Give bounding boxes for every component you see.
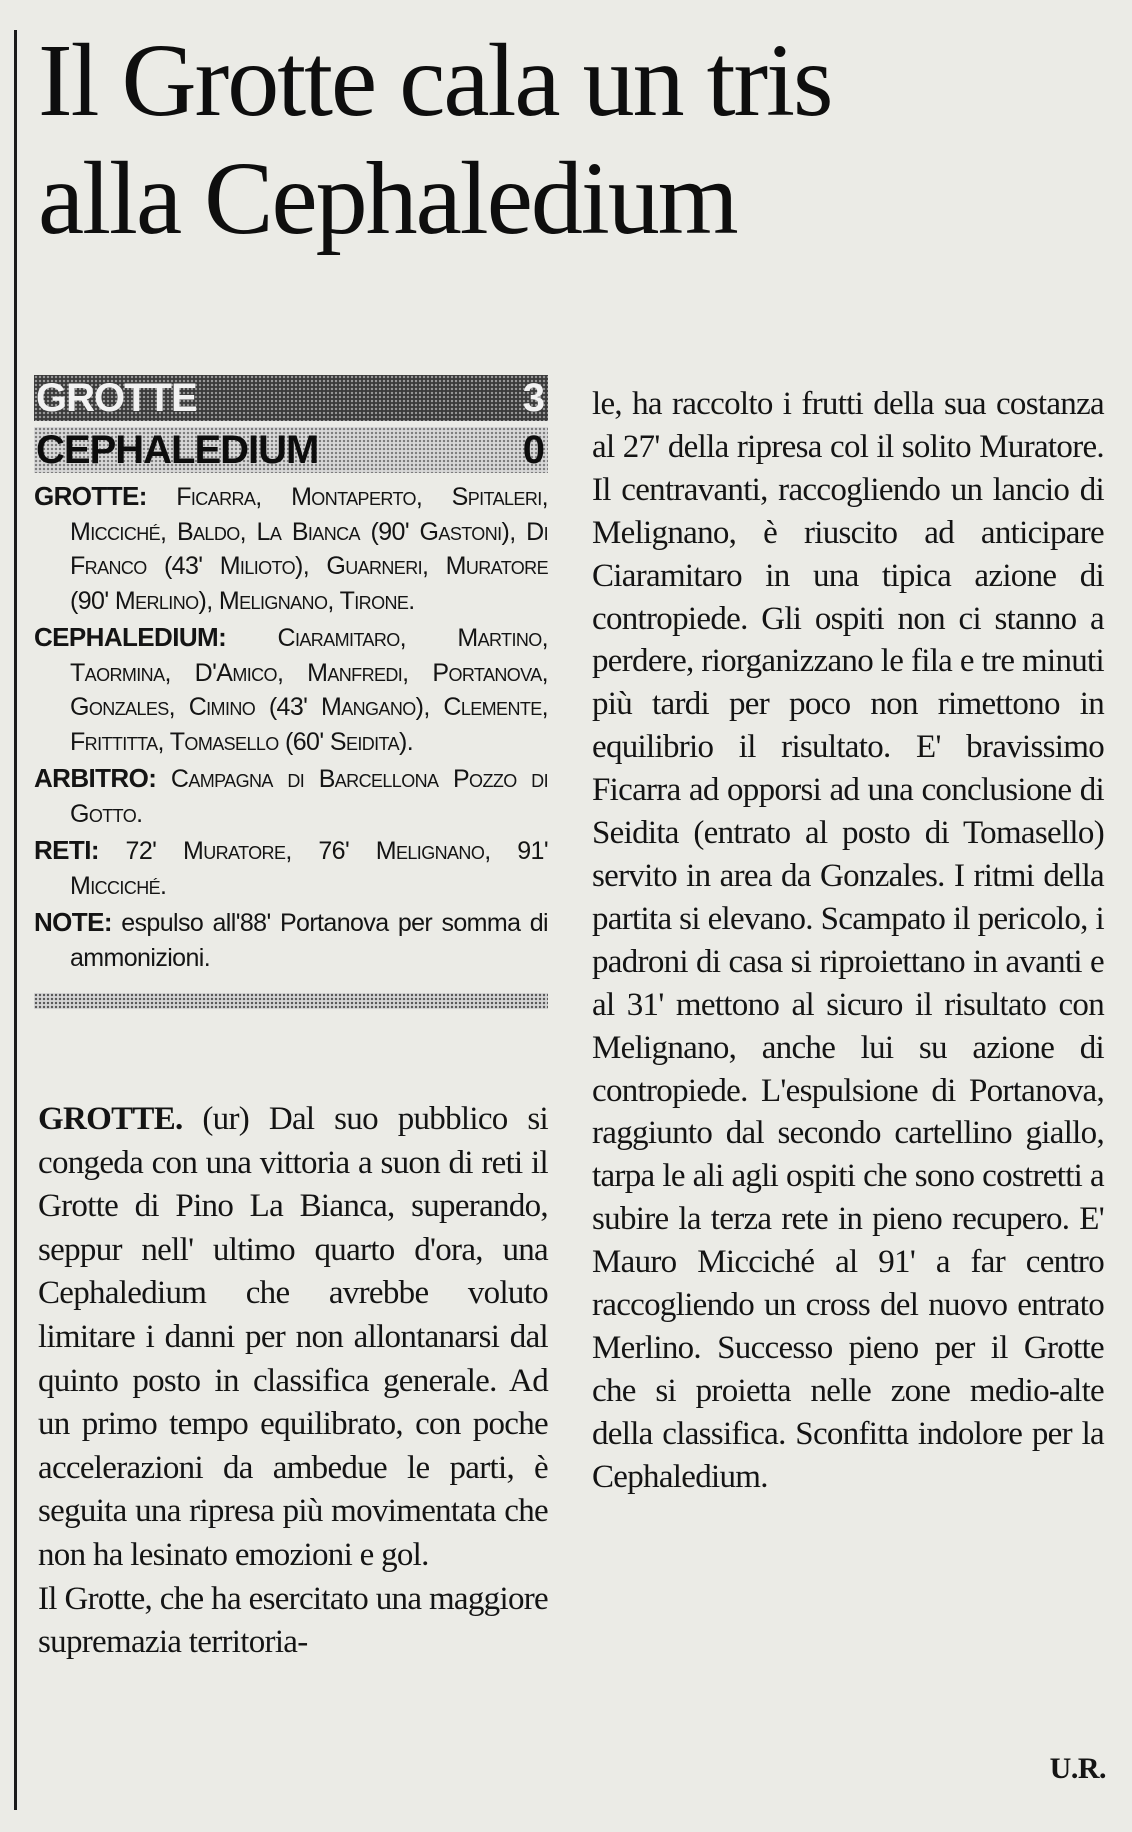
- headline-line-2: alla Cephaledium: [38, 141, 737, 256]
- article-paragraph: [592, 383, 1104, 1499]
- lineup-away: [34, 620, 548, 759]
- home-team-name: GROTTE: [36, 376, 197, 420]
- home-score-row: [34, 375, 548, 421]
- notes-label: NOTE:: [34, 907, 112, 937]
- article-text: le, ha raccolto i frutti della sua costanza al 27' della ripresa col il solito Muratore. Il centravanti, raccogliendo un lancio di Melignano, è riuscito ad anticipare Ciaramitaro in una tipica azione di contropiede. Gli ospiti non ci stanno a perdere, riorganizzano le fila e tre minuti più tardi per poco non rimettono in equilibrio il risultato. E' bravissimo Ficarra ad opporsi ad una conclusione di Seidita (entrato al posto di Tomasello) servito in area da Gonzales. I ritmi della partita si elevano. Scampato il pericolo, i padroni di casa si riproiettano in avanti e al 31' mettono al sicuro il risultato con Melignano, anche lui su azione di contropiede. L'espulsione di Portanova, raggiunto dal secondo cartellino giallo, tarpa le ali agli ospiti che sono costretti a subire la terza rete in pieno recupero. E' Mauro Micciché al 91' a far centro raccogliendo un cross del nuovo entrato Merlino. Successo pieno per il Grotte che si proietta nelle zone medio-alte della classifica. Sconfitta indolore per la Cephaledium.: [592, 386, 1104, 1495]
- away-score-row: [34, 427, 548, 473]
- article-column-left: [38, 1098, 548, 1665]
- article-paragraph: [38, 1098, 548, 1578]
- article-text: (ur) Dal suo pubblico si congeda con una vittoria a suon di reti il Grotte di Pino La Bianca, superando, seppur nell' ultimo quarto d'ora, una Cephaledium che avrebbe voluto limitare i danni per non allontanarsi dal quinto posto in classifica generale. Ad un primo tempo equilibrato, con poche accelerazioni da ambedue le parti, è seguita una ripresa più movimentata che non ha lesinato emozioni e gol.: [38, 1101, 548, 1573]
- author-signature: U.R.: [1049, 1752, 1106, 1785]
- goals-list: [34, 833, 548, 903]
- lineup-home: [34, 479, 548, 618]
- headline: [38, 22, 1108, 258]
- referee-text: Campagna di Barcellona Pozzo di Gotto.: [70, 765, 548, 828]
- referee: [34, 761, 548, 831]
- lineup-label: GROTTE:: [34, 481, 147, 511]
- away-team-goals: 0: [522, 428, 544, 472]
- match-summary-box: [34, 375, 548, 1009]
- article-text: Il Grotte, che ha esercitato una maggiore supremazia territoria-: [38, 1580, 548, 1661]
- home-team-goals: 3: [522, 376, 544, 420]
- lineup-text: Ciaramitaro, Martino, Taormina, D'Amico, Manfredi, Portanova, Gonzales, Cimino (43' Mangano), Clemente, Frittitta, Tomasello (60' Seidita).: [70, 624, 548, 756]
- away-team-name: CEPHALEDIUM: [36, 428, 319, 472]
- article-dateline: GROTTE.: [38, 1101, 183, 1137]
- lineup-text: Ficarra, Montaperto, Spitaleri, Micciché, Baldo, La Bianca (90' Gastoni), Di Franco (43' Milioto), Guarneri, Muratore (90' Merlino), Melignano, Tirone.: [70, 483, 548, 615]
- notes-text: espulso all'88' Portanova per somma di ammonizioni.: [70, 909, 548, 972]
- goals-label: RETI:: [34, 835, 99, 865]
- match-details: [34, 479, 548, 975]
- article-paragraph: [38, 1578, 548, 1665]
- lineup-label: CEPHALEDIUM:: [34, 622, 227, 652]
- divider-bar: [34, 993, 548, 1009]
- headline-line-1: Il Grotte cala un tris: [38, 23, 832, 138]
- goals-text: 72' Muratore, 76' Melignano, 91' Micciché.: [70, 837, 548, 900]
- referee-label: ARBITRO:: [34, 763, 157, 793]
- notes: [34, 905, 548, 975]
- article-column-right: [592, 383, 1104, 1499]
- column-rule: [14, 30, 17, 1810]
